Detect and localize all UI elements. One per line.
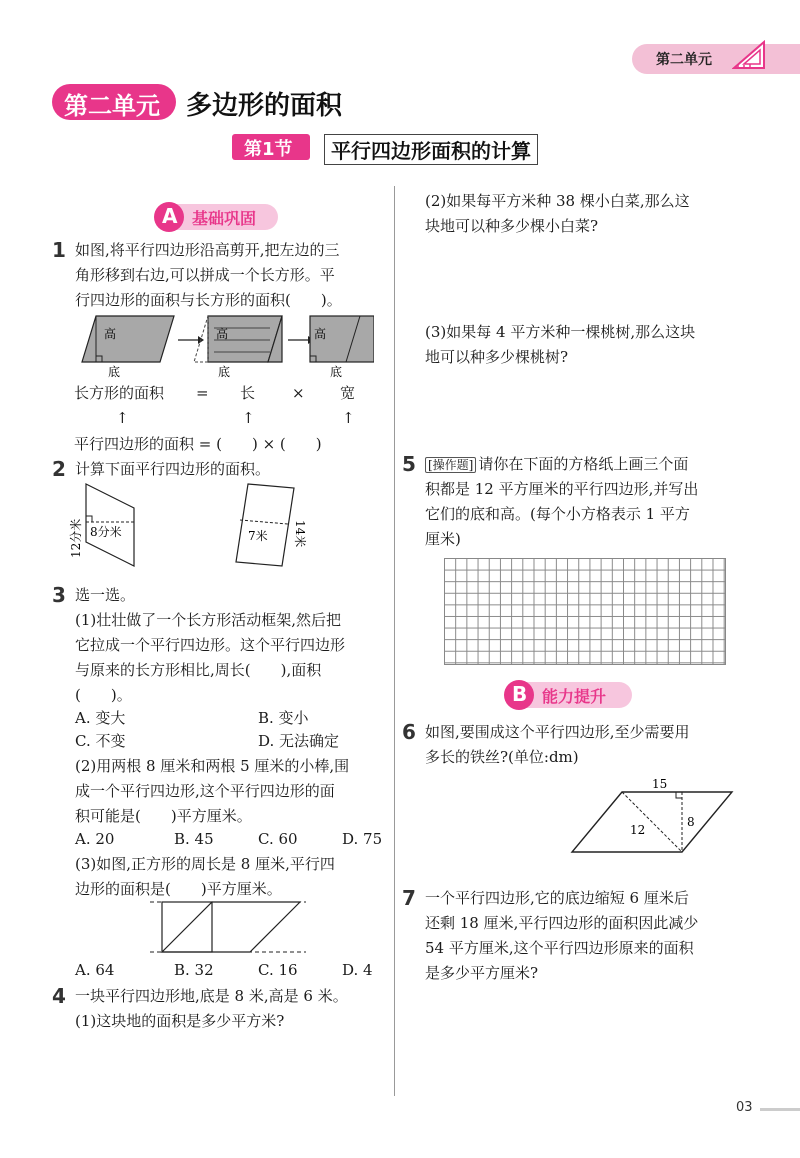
q3-p3-option-b[interactable]: B. 32: [174, 961, 214, 979]
q1-formula1-b: 宽: [340, 384, 356, 402]
q3-p2-option-c[interactable]: C. 60: [258, 830, 298, 848]
q4-sub3-line-1: (3)如果每 4 平方米种一棵桃树,那么这块: [425, 323, 696, 341]
q3-p2-line-1: (2)用两根 8 厘米和两根 5 厘米的小棒,围: [75, 757, 350, 775]
q1-fig-base-2: 底: [218, 365, 231, 379]
header-unit-label: 第二单元: [656, 52, 712, 68]
q1-fig-height-2: 高: [216, 327, 229, 341]
q7-number: 7: [402, 886, 416, 910]
q1-fig-base-1: 底: [108, 365, 121, 379]
q2-text: 计算下面平行四边形的面积。: [75, 460, 271, 478]
q4-sub2-line-1: (2)如果每平方米种 38 棵小白菜,那么这: [425, 192, 690, 210]
q3-p1-line-2: 它拉成一个平行四边形。这个平行四边形: [75, 636, 346, 654]
q2-fig1-side: 12分米: [69, 518, 83, 558]
q3-parallelogram: [162, 902, 300, 952]
q6-fig-top: 15: [652, 777, 668, 791]
q2-fig1-height: 8分米: [90, 525, 122, 539]
q3-p1-option-d[interactable]: D. 无法确定: [258, 732, 340, 750]
q3-p2-option-a[interactable]: A. 20: [75, 830, 115, 848]
column-divider: [394, 186, 395, 1096]
q1-arrow-1: ↑: [116, 409, 129, 427]
q6-figure: [566, 772, 746, 858]
q1-line-3: 行四边形的面积与长方形的面积( )。: [75, 291, 342, 309]
q1-number: 1: [52, 238, 66, 262]
q3-p2-line-2: 成一个平行四边形,这个平行四边形的面: [75, 782, 335, 800]
q6-fig-slant: 12: [630, 823, 646, 837]
q5-line-3: 它们的底和高。(每个小方格表示 1 平方: [425, 505, 690, 523]
q3-p3-line-1: (3)如图,正方形的周长是 8 厘米,平行四: [75, 855, 335, 873]
q5-tag: [操作题]: [425, 457, 476, 473]
q1-fig-height-3: 高: [314, 327, 327, 341]
q2-fig2-side: 14米: [293, 520, 307, 548]
part-a-letter: A: [162, 204, 178, 228]
q5-line-1: [425, 454, 688, 475]
q1-arrow-3: ↑: [342, 409, 355, 427]
section-title: 平行四边形面积的计算: [324, 134, 538, 165]
q1-formula1-eq: =: [196, 384, 209, 402]
unit-badge-text: 第二单元: [64, 92, 160, 120]
q7-line-4: 是多少平方厘米?: [425, 964, 539, 982]
q2-figure: [64, 480, 324, 572]
part-b-label: 能力提升: [542, 687, 607, 706]
q6-fig-height: 8: [687, 815, 695, 829]
q4-sub2-line-2: 块地可以种多少棵小白菜?: [425, 217, 599, 235]
section-badge-text: 第1节: [244, 139, 293, 160]
q3-p1-line-4: ( )。: [75, 686, 132, 704]
q1-formula1-a: 长: [240, 384, 256, 402]
q2-fig2-height: 7米: [248, 529, 268, 543]
q7-line-3: 54 平方厘米,这个平行四边形原来的面积: [425, 939, 694, 957]
q5-number: 5: [402, 452, 416, 476]
q6-line-1: 如图,要围成这个平行四边形,至少需要用: [425, 723, 690, 741]
q5-line-4: 厘米): [425, 530, 461, 548]
page-number: 03: [736, 1100, 753, 1115]
q7-line-2: 还剩 18 厘米,平行四边形的面积因此减少: [425, 914, 699, 932]
q3-p2-option-b[interactable]: B. 45: [174, 830, 214, 848]
q2-number: 2: [52, 457, 66, 481]
q3-p2-line-3: 积可能是( )平方厘米。: [75, 807, 252, 825]
q1-formula1-times: ×: [292, 384, 305, 402]
q3-p3-option-d[interactable]: D. 4: [342, 961, 373, 979]
q3-p3-option-a[interactable]: A. 64: [75, 961, 115, 979]
q3-p1-option-c[interactable]: C. 不变: [75, 732, 126, 750]
page-title: 多边形的面积: [186, 91, 343, 121]
q4-sub3-line-2: 地可以种多少棵桃树?: [425, 348, 569, 366]
q1-figure: [74, 308, 374, 380]
q2-parallelogram-2: [236, 484, 294, 566]
q1-line-1: 如图,将平行四边形沿高剪开,把左边的三: [75, 241, 340, 259]
q4-sub1: (1)这块地的面积是多少平方米?: [75, 1012, 285, 1030]
q3-p1-option-a[interactable]: A. 变大: [75, 709, 126, 727]
q3-p3-option-c[interactable]: C. 16: [258, 961, 298, 979]
q6-line-2: 多长的铁丝?(单位:dm): [425, 748, 579, 766]
q3-p1-option-b[interactable]: B. 变小: [258, 709, 309, 727]
q3-p3-line-2: 边形的面积是( )平方厘米。: [75, 880, 282, 898]
q4-text: 一块平行四边形地,底是 8 米,高是 6 米。: [75, 987, 348, 1005]
footer-rule: [760, 1108, 800, 1111]
q6-number: 6: [402, 720, 416, 744]
q3-number: 3: [52, 583, 66, 607]
q3-p2-option-d[interactable]: D. 75: [342, 830, 383, 848]
ruler-triangle-icon: [732, 40, 766, 70]
q5-line-2: 积都是 12 平方厘米的平行四边形,并写出: [425, 480, 699, 498]
q1-formula2: 平行四边形的面积 = ( ) × ( ): [74, 435, 322, 453]
q1-fig-base-3: 底: [330, 365, 343, 379]
q5-grid-paper[interactable]: [444, 558, 726, 665]
q3-p1-line-1: (1)壮壮做了一个长方形活动框架,然后把: [75, 611, 342, 629]
q3-figure: [150, 898, 310, 956]
q3-title: 选一选。: [75, 586, 136, 604]
q4-number: 4: [52, 984, 66, 1008]
q1-arrow-2: ↑: [242, 409, 255, 427]
part-a-label: 基础巩固: [192, 209, 257, 228]
q1-fig-height-1: 高: [104, 327, 117, 341]
q1-line-2: 角形移到右边,可以拼成一个长方形。平: [75, 266, 335, 284]
q5-line-1-text: 请你在下面的方格纸上画三个面: [478, 455, 689, 473]
part-b-letter: B: [512, 682, 528, 706]
q1-formula1-lhs: 长方形的面积: [74, 384, 165, 402]
q3-p1-line-3: 与原来的长方形相比,周长( ),面积: [75, 661, 322, 679]
q7-line-1: 一个平行四边形,它的底边缩短 6 厘米后: [425, 889, 689, 907]
